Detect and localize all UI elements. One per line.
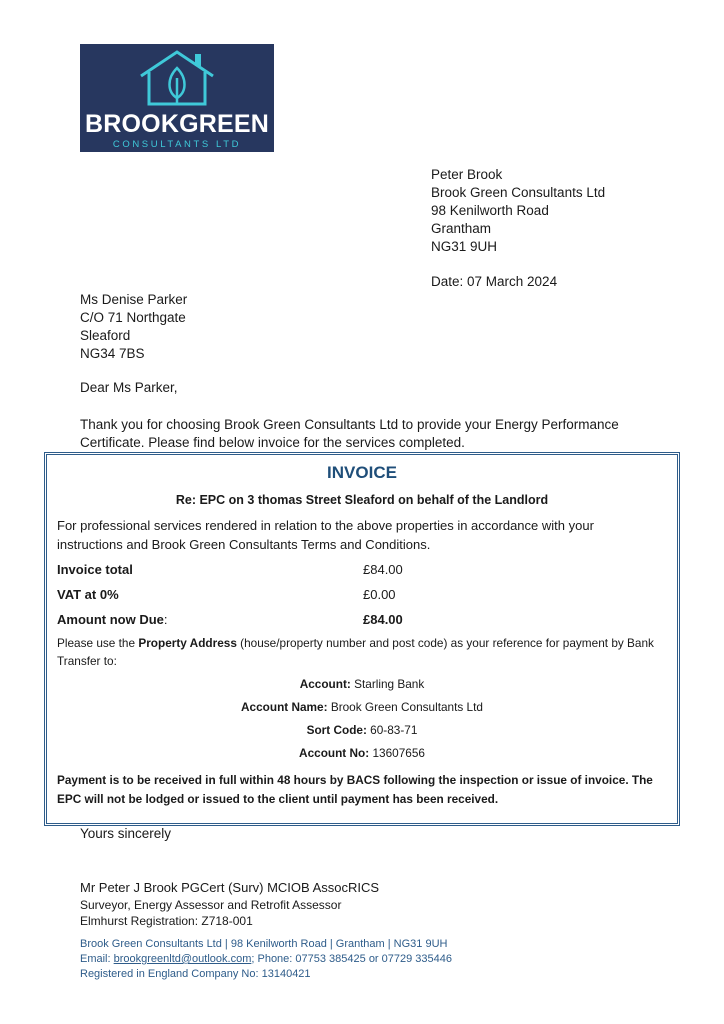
bank-sort-code bbox=[47, 723, 677, 737]
row-label: Invoice total bbox=[57, 562, 133, 577]
row-label: VAT at 0% bbox=[57, 587, 119, 602]
bank-value: Starling Bank bbox=[350, 677, 425, 691]
signature-name: Mr Peter J Brook PGCert (Surv) MCIOB AssocRICS bbox=[80, 880, 380, 895]
bank-value: 60-83-71 bbox=[366, 723, 418, 737]
invoice-reference: Re: EPC on 3 thomas Street Sleaford on behalf of the Landlord bbox=[175, 493, 549, 507]
bank-account-no bbox=[47, 746, 677, 760]
phone-text: ; Phone: 07753 385425 or 07729 335446 bbox=[251, 953, 453, 965]
row-value: £84.00 bbox=[363, 612, 403, 627]
payment-terms-warning: Payment is to be received in full within 48 hours by BACS following the inspection or issue of invoice. The EPC will not be lodged or issued to the client until payment has been received. bbox=[57, 773, 653, 806]
row-label-group bbox=[57, 612, 168, 627]
row-label: Amount now Due bbox=[57, 612, 164, 627]
ref-bold: Property Address bbox=[138, 636, 237, 650]
row-label-suffix: : bbox=[163, 612, 168, 627]
footer-address: Brook Green Consultants Ltd | 98 Kenilworth Road | Grantham | NG31 9UH bbox=[80, 938, 448, 950]
logo-subtitle: CONSULTANTS LTD bbox=[112, 139, 242, 150]
salutation: Dear Ms Parker, bbox=[80, 380, 178, 395]
payment-reference-note bbox=[57, 634, 657, 670]
footer-contact bbox=[80, 952, 452, 967]
bank-label: Sort Code: bbox=[306, 723, 367, 737]
logo-wordmark: BROOKGREEN bbox=[85, 110, 269, 138]
bank-label: Account Name: bbox=[241, 700, 328, 714]
sender-town: Grantham bbox=[431, 221, 492, 236]
bank-label: Account No: bbox=[299, 746, 370, 760]
ref-prefix: Please use the bbox=[57, 636, 139, 650]
recipient-town: Sleaford bbox=[80, 328, 131, 343]
sender-street: 98 Kenilworth Road bbox=[431, 203, 549, 218]
sender-company: Brook Green Consultants Ltd bbox=[431, 185, 606, 200]
bank-value: Brook Green Consultants Ltd bbox=[327, 700, 483, 714]
sender-address bbox=[431, 166, 605, 256]
invoice-description: For professional services rendered in relation to the above properties in accordance with your instructions and Brook Green Consultants Terms and Conditions. bbox=[57, 518, 594, 552]
recipient-street: C/O 71 Northgate bbox=[80, 310, 186, 325]
house-leaf-icon bbox=[137, 48, 217, 110]
intro-paragraph: Thank you for choosing Brook Green Consultants Ltd to provide your Energy Performance Certificate. Please find below invoice for the services completed. bbox=[80, 417, 619, 450]
invoice-title: INVOICE bbox=[327, 463, 397, 482]
closing: Yours sincerely bbox=[80, 826, 172, 841]
recipient-address bbox=[80, 291, 187, 363]
letter-date: Date: 07 March 2024 bbox=[431, 274, 558, 289]
recipient-postcode: NG34 7BS bbox=[80, 346, 145, 361]
signature-registration: Elmhurst Registration: Z718-001 bbox=[80, 914, 253, 928]
bank-account-name bbox=[47, 700, 677, 714]
bank-label: Account: bbox=[299, 677, 351, 691]
email-label: Email: bbox=[80, 953, 114, 965]
bank-account bbox=[47, 677, 677, 691]
sender-name: Peter Brook bbox=[431, 167, 503, 182]
row-value: £84.00 bbox=[363, 562, 403, 577]
footer bbox=[80, 937, 452, 982]
footer-registration: Registered in England Company No: 13140421 bbox=[80, 968, 311, 980]
signature-title: Surveyor, Energy Assessor and Retrofit Assessor bbox=[80, 898, 342, 912]
sender-postcode: NG31 9UH bbox=[431, 239, 498, 254]
invoice-box bbox=[44, 452, 680, 826]
recipient-name: Ms Denise Parker bbox=[80, 292, 188, 307]
signature-titles bbox=[80, 897, 341, 929]
email-link[interactable]: brookgreenltd@outlook.com bbox=[113, 953, 252, 965]
row-value: £0.00 bbox=[363, 587, 396, 602]
company-logo bbox=[80, 44, 274, 152]
bank-value: 13607656 bbox=[369, 746, 425, 760]
ref-suffix: (house/property number and post code) as your reference for payment by Bank Transfer to: bbox=[57, 636, 654, 668]
